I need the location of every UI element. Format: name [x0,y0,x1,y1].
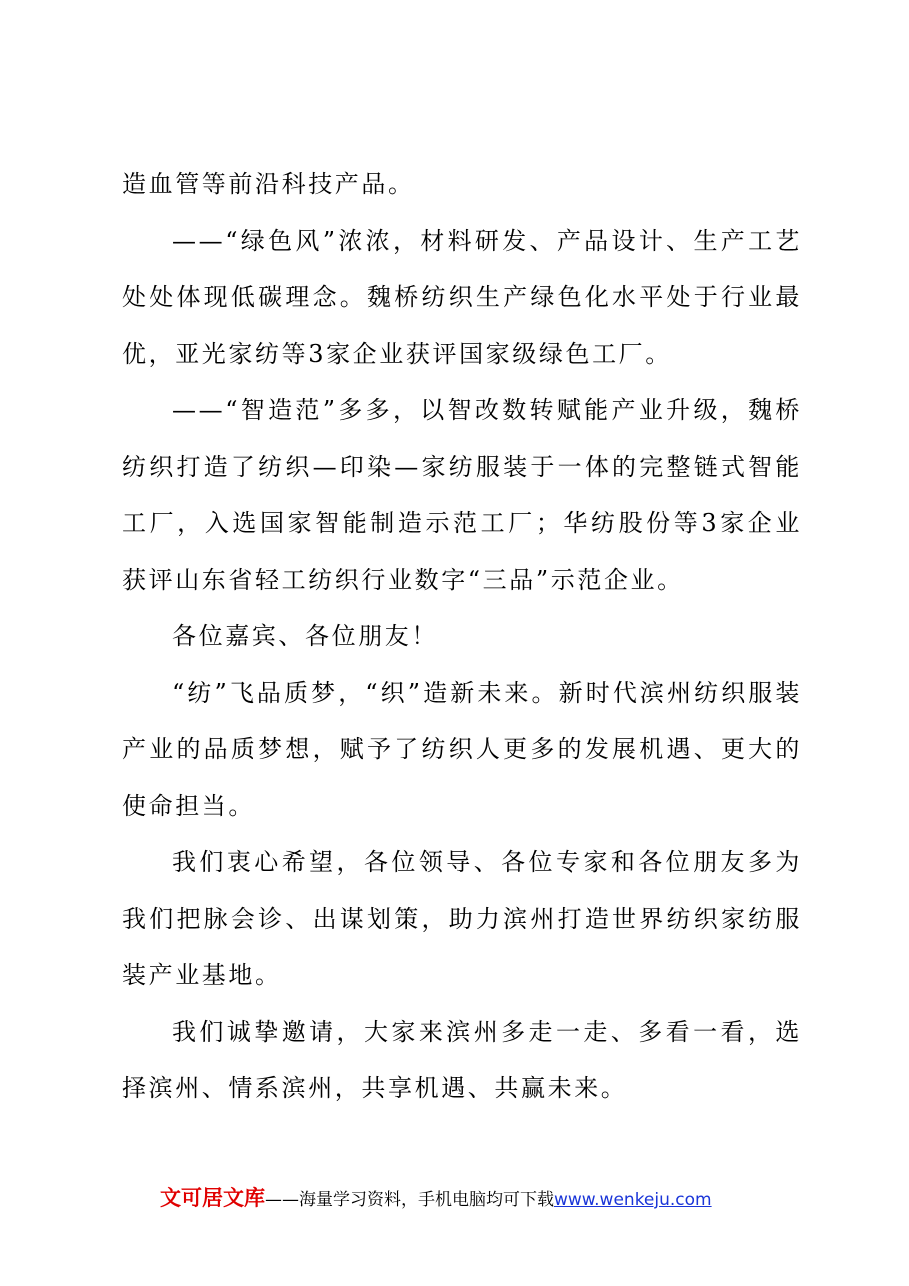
footer-brand: 文可居文库 [160,1186,265,1210]
paragraph-greeting: 各位嘉宾、各位朋友！ [172,622,438,650]
paragraph-hope: 我们衷心希望，各位领导、各位专家和各位朋友多为我们把脉会诊、出谋划策，助力滨州打造世界纺织家纺服装产业基地。 [122,848,802,989]
paragraph-quality-dream: “纺”飞品质梦，“织”造新未来。新时代滨州纺织服装产业的品质梦想，赋予了纺织人更多的发展机遇、更大的使命担当。 [122,678,802,820]
paragraph-smart-manufacturing: ——“智造范”多多，以智改数转赋能产业升级，魏桥纺织打造了纺织—印染—家纺服装于一体的完整链式智能工厂，入选国家智能制造示范工厂；华纺股份等3家企业获评山东省轻工纺织行业数字“三品”示范企业。 [122,396,802,594]
footer-slogan: ——海量学习资料，手机电脑均可下载 [265,1190,554,1210]
paragraph-invitation: 我们诚挚邀请，大家来滨州多走一走、多看一看，选择滨州、情系滨州，共享机遇、共赢未来。 [122,1017,802,1102]
page-footer [160,1182,860,1212]
paragraph-continuation: 造血管等前沿科技产品。 [122,170,415,198]
document-body [122,156,802,1117]
footer-link[interactable]: www.wenkeju.com [554,1190,712,1210]
paragraph-green-style: ——“绿色风”浓浓，材料研发、产品设计、生产工艺处处体现低碳理念。魏桥纺织生产绿色化水平处于行业最优，亚光家纺等3家企业获评国家级绿色工厂。 [122,226,802,368]
